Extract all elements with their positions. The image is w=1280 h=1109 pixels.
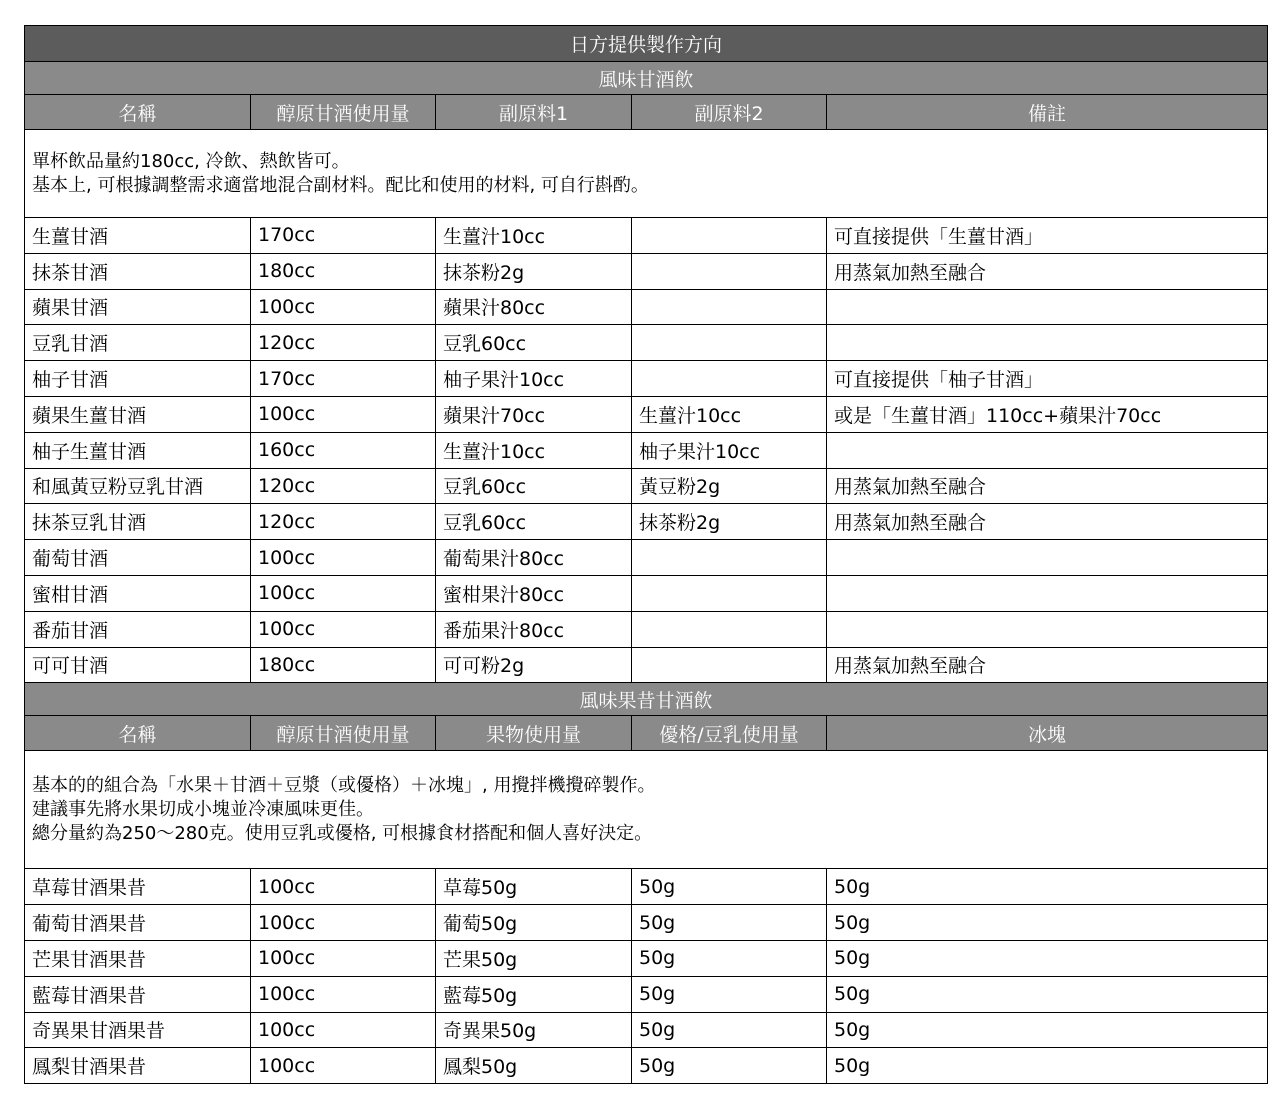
section-notes [25,130,1268,218]
table-cell: 50g [827,1012,1268,1048]
table-cell: 50g [827,976,1268,1012]
table-cell: 蘋果甘酒 [25,289,251,325]
table-cell: 葡萄果汁80cc [436,540,632,576]
column-header: 名稱 [25,95,251,130]
table-row [25,289,1268,325]
column-header: 醇原甘酒使用量 [251,716,436,751]
table-cell: 芒果50g [436,940,632,976]
table-row [25,361,1268,397]
sheet-title: 日方提供製作方向 [25,26,1268,62]
table-row [25,396,1268,432]
column-header: 冰塊 [827,716,1268,751]
table-cell: 50g [827,869,1268,905]
table-cell: 50g [632,905,827,941]
table-cell: 鳳梨甘酒果昔 [25,1048,251,1084]
table-row [25,468,1268,504]
table-cell: 50g [632,869,827,905]
table-cell [632,218,827,254]
table-cell: 豆乳60cc [436,468,632,504]
table-row [25,218,1268,254]
table-cell: 170cc [251,361,436,397]
note-line: 基本的的組合為「水果＋甘酒＋豆漿（或優格）＋冰塊」, 用攪拌機攪碎製作。 [32,774,656,796]
table-cell: 鳳梨50g [436,1048,632,1084]
table-cell: 抹茶粉2g [436,253,632,289]
section-title: 風味甘酒飲 [25,62,1268,95]
table-row [25,432,1268,468]
table-cell: 黃豆粉2g [632,468,827,504]
table-cell: 50g [632,976,827,1012]
column-header: 醇原甘酒使用量 [251,95,436,130]
table-cell: 100cc [251,575,436,611]
table-cell: 用蒸氣加熱至融合 [827,504,1268,540]
section-notes [25,751,1268,869]
section1-band-row [25,62,1268,95]
table-cell: 草莓50g [436,869,632,905]
table-cell: 180cc [251,647,436,683]
table-cell: 豆乳60cc [436,325,632,361]
table-cell: 可直接提供「柚子甘酒」 [827,361,1268,397]
table-cell: 生薑汁10cc [632,396,827,432]
table-cell: 可可粉2g [436,647,632,683]
table-cell: 蜜柑果汁80cc [436,575,632,611]
column-header: 副原料2 [632,95,827,130]
table-cell: 抹茶豆乳甘酒 [25,504,251,540]
table-cell: 豆乳甘酒 [25,325,251,361]
table-cell [632,253,827,289]
table-cell: 抹茶粉2g [632,504,827,540]
table-cell: 50g [632,1012,827,1048]
table-cell [632,361,827,397]
table-cell: 用蒸氣加熱至融合 [827,468,1268,504]
note-line: 建議事先將水果切成小塊並冷凍風味更佳。 [32,798,374,820]
table-cell: 用蒸氣加熱至融合 [827,647,1268,683]
table-row [25,1012,1268,1048]
table-cell: 蘋果汁70cc [436,396,632,432]
table-cell: 50g [827,1048,1268,1084]
table-cell: 番茄甘酒 [25,611,251,647]
table-cell: 芒果甘酒果昔 [25,940,251,976]
table-cell: 柚子果汁10cc [436,361,632,397]
table-cell: 蘋果汁80cc [436,289,632,325]
table-cell [827,611,1268,647]
table-cell: 葡萄甘酒 [25,540,251,576]
table-row [25,575,1268,611]
title-row [25,26,1268,62]
table-cell: 170cc [251,218,436,254]
table-cell [827,575,1268,611]
table-row [25,1048,1268,1084]
table-cell [827,432,1268,468]
table-cell: 100cc [251,905,436,941]
table-cell [827,289,1268,325]
table-cell: 番茄果汁80cc [436,611,632,647]
table-cell: 50g [632,1048,827,1084]
table-cell: 葡萄甘酒果昔 [25,905,251,941]
table-cell: 蘋果生薑甘酒 [25,396,251,432]
table-cell [827,325,1268,361]
table-row [25,976,1268,1012]
table-row [25,905,1268,941]
section1-header-row [25,95,1268,130]
table-row [25,940,1268,976]
note-line: 總分量約為250～280克。使用豆乳或優格, 可根據食材搭配和個人喜好決定。 [32,822,653,844]
note-line: 基本上, 可根據調整需求適當地混合副材料。配比和使用的材料, 可自行斟酌。 [32,174,649,196]
table-row [25,253,1268,289]
table-cell: 生薑汁10cc [436,218,632,254]
table-cell: 50g [632,940,827,976]
table-row [25,325,1268,361]
table-cell: 柚子生薑甘酒 [25,432,251,468]
recipe-sheet [24,25,1267,1084]
table-cell: 奇異果甘酒果昔 [25,1012,251,1048]
table-cell: 180cc [251,253,436,289]
table-cell [632,289,827,325]
table-cell: 柚子果汁10cc [632,432,827,468]
table-cell: 或是「生薑甘酒」110cc+蘋果汁70cc [827,396,1268,432]
column-header: 優格/豆乳使用量 [632,716,827,751]
table-cell: 100cc [251,396,436,432]
section1-notes-row [25,130,1268,218]
table-cell: 可直接提供「生薑甘酒」 [827,218,1268,254]
column-header: 果物使用量 [436,716,632,751]
note-line: 單杯飲品量約180cc, 冷飲、熱飲皆可。 [32,150,350,172]
table-cell: 生薑汁10cc [436,432,632,468]
table-cell [632,611,827,647]
recipe-table [24,25,1268,1084]
table-cell: 可可甘酒 [25,647,251,683]
table-cell: 100cc [251,540,436,576]
table-cell: 藍莓甘酒果昔 [25,976,251,1012]
table-cell [632,575,827,611]
table-cell: 50g [827,905,1268,941]
table-cell: 160cc [251,432,436,468]
table-cell: 100cc [251,1048,436,1084]
column-header: 副原料1 [436,95,632,130]
table-cell [632,647,827,683]
table-cell: 葡萄50g [436,905,632,941]
table-cell: 生薑甘酒 [25,218,251,254]
table-cell: 用蒸氣加熱至融合 [827,253,1268,289]
table-cell: 50g [827,940,1268,976]
section2-header-row [25,716,1268,751]
section2-band-row [25,683,1268,716]
table-cell: 抹茶甘酒 [25,253,251,289]
table-cell: 120cc [251,468,436,504]
table-cell: 蜜柑甘酒 [25,575,251,611]
table-cell: 和風黃豆粉豆乳甘酒 [25,468,251,504]
table-cell: 100cc [251,940,436,976]
table-cell: 100cc [251,1012,436,1048]
table-row [25,869,1268,905]
table-row [25,611,1268,647]
section-title: 風味果昔甘酒飲 [25,683,1268,716]
table-cell [632,325,827,361]
section2-notes-row [25,751,1268,869]
table-cell: 100cc [251,289,436,325]
table-cell: 豆乳60cc [436,504,632,540]
table-cell [827,540,1268,576]
table-row [25,504,1268,540]
table-cell: 奇異果50g [436,1012,632,1048]
table-cell: 120cc [251,504,436,540]
table-cell: 柚子甘酒 [25,361,251,397]
table-row [25,540,1268,576]
table-row [25,647,1268,683]
table-cell: 草莓甘酒果昔 [25,869,251,905]
column-header: 備註 [827,95,1268,130]
table-cell: 120cc [251,325,436,361]
table-cell: 100cc [251,976,436,1012]
table-cell: 100cc [251,869,436,905]
column-header: 名稱 [25,716,251,751]
table-cell: 100cc [251,611,436,647]
table-cell [632,540,827,576]
table-cell: 藍莓50g [436,976,632,1012]
